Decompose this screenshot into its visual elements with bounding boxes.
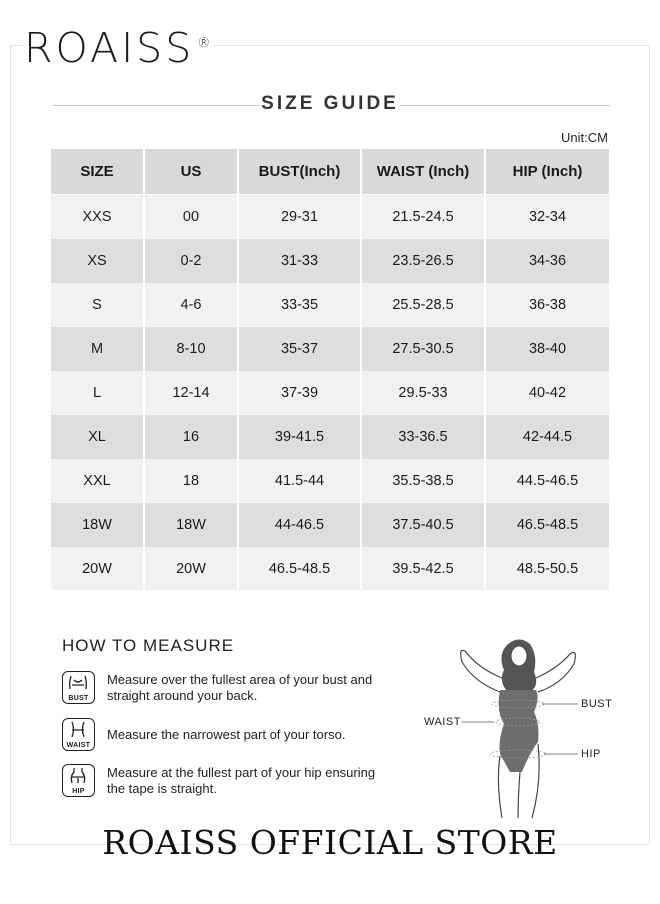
table-cell: 31-33 [238, 239, 361, 283]
figure-bust-label: BUST [581, 698, 613, 710]
table-cell: 20W [51, 547, 144, 590]
table-cell: 36-38 [485, 283, 609, 327]
header-us: US [144, 149, 238, 195]
table-cell: 35.5-38.5 [361, 459, 485, 503]
measure-waist-text: Measure the narrowest part of your torso. [107, 726, 346, 742]
table-cell: 37.5-40.5 [361, 503, 485, 547]
table-cell: 23.5-26.5 [361, 239, 485, 283]
measure-item-waist [62, 718, 407, 751]
table-cell: 0-2 [144, 239, 238, 283]
table-row [51, 503, 609, 547]
brand-logo: ROAISS ® [24, 24, 214, 72]
measure-item-bust [62, 671, 407, 704]
table-header-row [51, 149, 609, 195]
unit-label: Unit:CM [561, 130, 608, 145]
table-cell: 29.5-33 [361, 371, 485, 415]
table-row [51, 327, 609, 371]
table-cell: S [51, 283, 144, 327]
measure-item-hip [62, 764, 407, 797]
header-bust: BUST(Inch) [238, 149, 361, 195]
table-cell: 46.5-48.5 [485, 503, 609, 547]
measure-bust-text-2: straight around your back. [107, 687, 258, 703]
table-cell: 27.5-30.5 [361, 327, 485, 371]
size-table [51, 149, 609, 590]
table-cell: 37-39 [238, 371, 361, 415]
table-cell: 38-40 [485, 327, 609, 371]
table-row [51, 547, 609, 590]
table-cell: 21.5-24.5 [361, 195, 485, 240]
table-row [51, 283, 609, 327]
table-cell: 41.5-44 [238, 459, 361, 503]
table-cell: XS [51, 239, 144, 283]
table-cell: 33-35 [238, 283, 361, 327]
table-cell: L [51, 371, 144, 415]
figure-hip-label: HIP [581, 748, 601, 760]
table-cell: M [51, 327, 144, 371]
measure-hip-text-1: Measure at the fullest part of your hip ensuring [107, 764, 376, 780]
waist-icon: WAIST [62, 718, 95, 751]
table-row [51, 415, 609, 459]
measure-hip-text-2: the tape is straight. [107, 780, 217, 796]
table-cell: 20W [144, 547, 238, 590]
how-to-measure-title: HOW TO MEASURE [62, 636, 235, 655]
table-row [51, 195, 609, 240]
measure-bust-text-1: Measure over the fullest area of your bust and [107, 671, 373, 687]
header-waist: WAIST (Inch) [361, 149, 485, 195]
table-cell: 12-14 [144, 371, 238, 415]
table-cell: 39-41.5 [238, 415, 361, 459]
table-cell: 35-37 [238, 327, 361, 371]
table-cell: 8-10 [144, 327, 238, 371]
table-cell: 18W [51, 503, 144, 547]
table-row [51, 371, 609, 415]
table-cell: 40-42 [485, 371, 609, 415]
table-row [51, 459, 609, 503]
table-cell: 29-31 [238, 195, 361, 240]
table-cell: 18 [144, 459, 238, 503]
header-size: SIZE [51, 149, 144, 195]
header-hip: HIP (Inch) [485, 149, 609, 195]
store-name: ROAISS OFFICIAL STORE [102, 823, 558, 862]
table-cell: 25.5-28.5 [361, 283, 485, 327]
size-guide-title: SIZE GUIDE [261, 93, 399, 114]
table-cell: 34-36 [485, 239, 609, 283]
table-cell: 44-46.5 [238, 503, 361, 547]
hip-icon: HIP [62, 764, 95, 797]
bust-icon: BUST [62, 671, 95, 704]
table-row [51, 239, 609, 283]
table-cell: 32-34 [485, 195, 609, 240]
table-cell: 00 [144, 195, 238, 240]
table-cell: 4-6 [144, 283, 238, 327]
body-figure [418, 632, 618, 822]
table-cell: XL [51, 415, 144, 459]
table-cell: 46.5-48.5 [238, 547, 361, 590]
figure-waist-label: WAIST [424, 716, 461, 728]
table-cell: 33-36.5 [361, 415, 485, 459]
table-cell: 39.5-42.5 [361, 547, 485, 590]
table-cell: 16 [144, 415, 238, 459]
table-cell: 18W [144, 503, 238, 547]
table-cell: XXS [51, 195, 144, 240]
table-cell: 48.5-50.5 [485, 547, 609, 590]
table-cell: XXL [51, 459, 144, 503]
table-cell: 42-44.5 [485, 415, 609, 459]
table-cell: 44.5-46.5 [485, 459, 609, 503]
